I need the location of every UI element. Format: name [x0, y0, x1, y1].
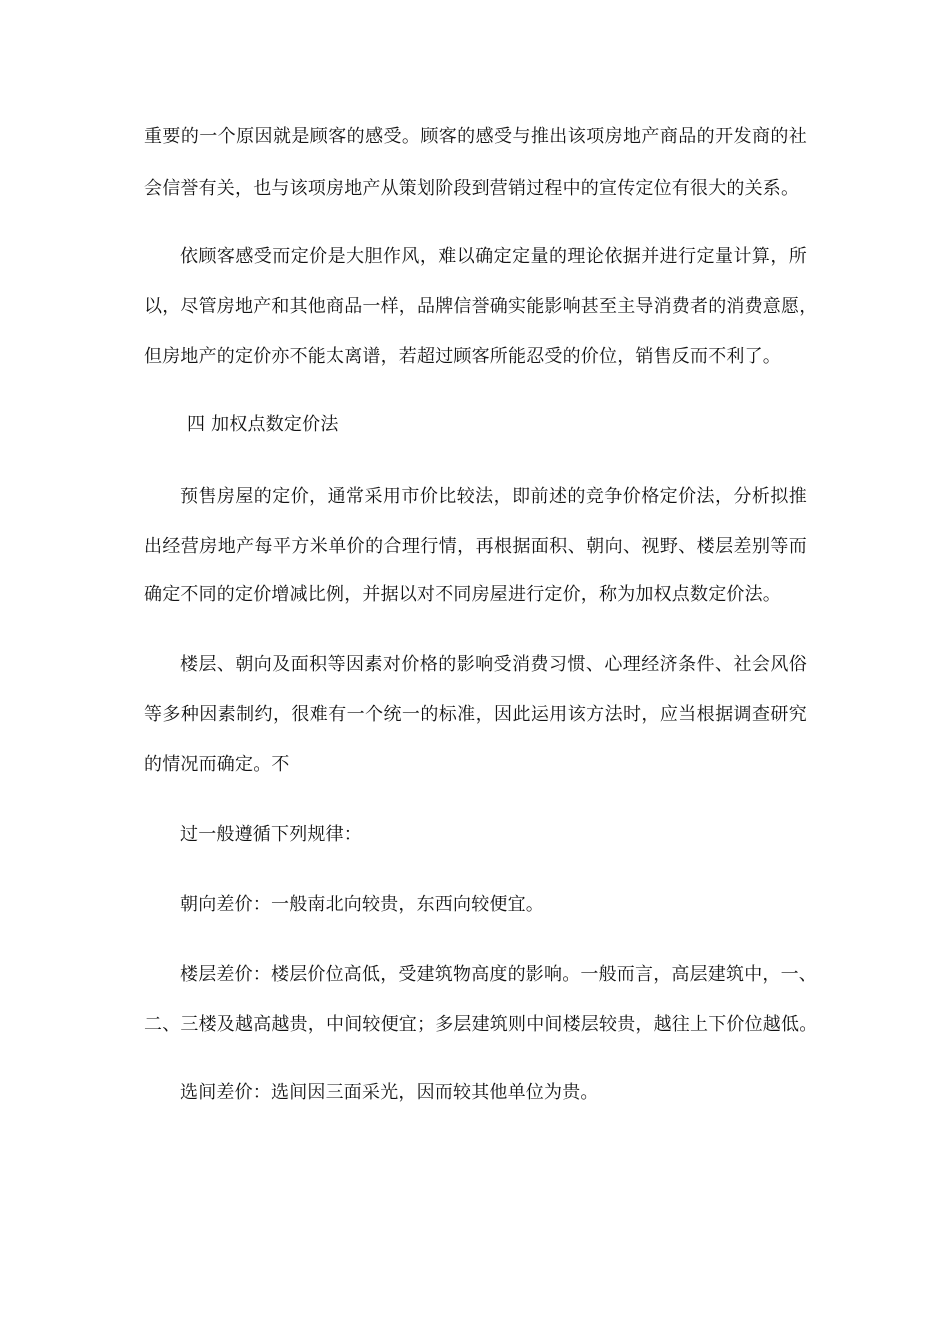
paragraph-2-line-2: 以，尽管房地产和其他商品一样，品牌信誉确实能影响甚至主导消费者的消费意愿， [144, 296, 818, 317]
paragraph-5-line-1: 过一般遵循下列规律： [180, 824, 362, 845]
paragraph-2-line-3: 但房地产的定价亦不能太离谱，若超过顾客所能忍受的价位，销售反而不利了。 [144, 346, 781, 367]
paragraph-1-line-1: 重要的一个原因就是顾客的感受。顾客的感受与推出该项房地产商品的开发商的社 [144, 126, 807, 147]
paragraph-7-line-2: 二、三楼及越高越贵，中间较便宜；多层建筑则中间楼层较贵，越往上下价位越低。 [144, 1014, 818, 1035]
paragraph-1-line-2: 会信誉有关，也与该项房地产从策划阶段到营销过程中的宣传定位有很大的关系。 [144, 178, 800, 199]
paragraph-3-line-2: 出经营房地产每平方米单价的合理行情，再根据面积、朝向、视野、楼层差别等而 [144, 536, 807, 557]
paragraph-6-line-1: 朝向差价：一般南北向较贵，东西向较便宜。 [180, 894, 544, 915]
paragraph-4-line-1: 楼层、朝向及面积等因素对价格的影响受消费习惯、心理经济条件、社会风俗 [180, 654, 807, 675]
paragraph-8-line-1: 选间差价：选间因三面采光，因而较其他单位为贵。 [180, 1082, 599, 1103]
paragraph-3-line-1: 预售房屋的定价，通常采用市价比较法，即前述的竞争价格定价法，分析拟推 [180, 486, 807, 507]
paragraph-4-line-2: 等多种因素制约，很难有一个统一的标准，因此运用该方法时，应当根据调查研究 [144, 704, 807, 725]
section-heading: 四 加权点数定价法 [187, 414, 339, 435]
paragraph-4-line-3: 的情况而确定。不 [144, 754, 290, 775]
paragraph-2-line-1: 依顾客感受而定价是大胆作风，难以确定定量的理论依据并进行定量计算，所 [180, 246, 807, 267]
paragraph-7-line-1: 楼层差价：楼层价位高低，受建筑物高度的影响。一般而言，高层建筑中，一、 [180, 964, 817, 985]
paragraph-3-line-3: 确定不同的定价增减比例，并据以对不同房屋进行定价，称为加权点数定价法。 [144, 584, 781, 605]
